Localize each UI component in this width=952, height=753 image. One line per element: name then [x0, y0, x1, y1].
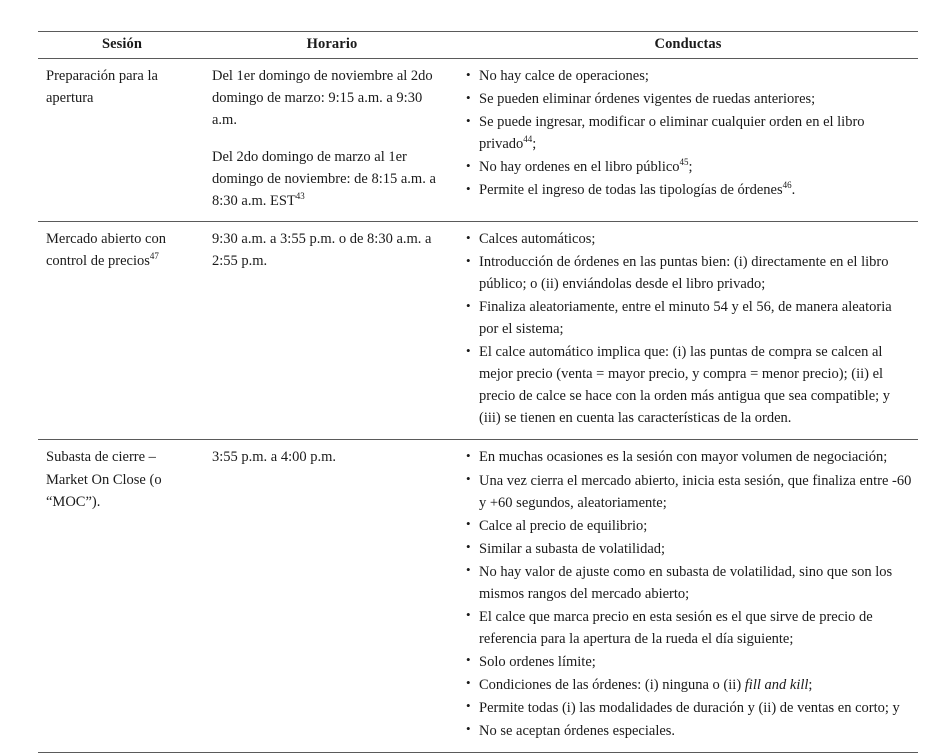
list-item-text: Se puede ingresar, modificar o eliminar cualquier orden en el libro privado: [479, 114, 865, 153]
column-header-sesion: Sesión: [38, 32, 206, 59]
list-item: [466, 446, 914, 468]
cell-conductas: [458, 440, 918, 752]
footnote-marker: 45: [679, 157, 689, 168]
list-item: [466, 720, 914, 742]
list-item: [466, 296, 914, 340]
list-item-tail: ;: [688, 159, 693, 176]
list-item-text: En muchas ocasiones es la sesión con mayor volumen de negociación;: [479, 449, 888, 466]
cell-conductas: [458, 222, 918, 440]
conductas-list: [466, 446, 914, 741]
sesion-name: Mercado abierto con control de precios: [46, 231, 166, 270]
list-item-text: Condiciones de las órdenes: (i) ninguna o (ii): [479, 676, 745, 693]
list-item-text: Similar a subasta de volatilidad;: [479, 540, 666, 557]
table-row: [38, 59, 918, 222]
list-item-text: Permite el ingreso de todas las tipologías de órdenes: [479, 182, 783, 199]
sesion-name: Subasta de cierre – Market On Close (o “MOC”).: [46, 449, 162, 510]
list-item-text: No hay valor de ajuste como en subasta de volatilidad, sino que son los mismos rangos del mercado abierto;: [479, 563, 893, 602]
list-item-tail: .: [791, 182, 796, 199]
cell-sesion: [38, 440, 206, 752]
list-item-text: Finaliza aleatoriamente, entre el minuto 54 y el 56, de manera aleatoria por el sistema;: [479, 299, 892, 338]
footnote-marker: 43: [295, 191, 305, 202]
list-item: [466, 674, 914, 696]
list-item: [466, 251, 914, 295]
conductas-list: [466, 65, 914, 201]
footnote-marker: 44: [523, 134, 533, 145]
list-item-text: No hay calce de operaciones;: [479, 68, 649, 84]
list-item: [466, 111, 914, 155]
footnote-marker: 46: [782, 180, 792, 191]
trading-sessions-table: [38, 31, 918, 753]
horario-text: Del 2do domingo de marzo al 1er domingo de noviembre: de 8:15 a.m. a 8:30 a.m. EST: [212, 149, 436, 210]
list-item-text: Una vez cierra el mercado abierto, inicia esta sesión, que finaliza entre -60 y +60 segundos, aleatoriamente;: [479, 472, 912, 511]
list-item: [466, 65, 914, 87]
list-item: [466, 606, 914, 650]
list-item: [466, 470, 914, 514]
table-body: [38, 59, 918, 753]
list-item-tail: ;: [532, 136, 537, 153]
cell-horario: [206, 440, 458, 752]
list-item: [466, 88, 914, 110]
list-item: [466, 156, 914, 178]
list-item-text: Introducción de órdenes en las puntas bien: (i) directamente en el libro público; o (ii) enviándolas desde el libro privado;: [479, 254, 889, 293]
horario-text: 3:55 p.m. a 4:00 p.m.: [212, 449, 337, 466]
list-item-text: Calce al precio de equilibrio;: [479, 517, 648, 534]
list-item-text: Se pueden eliminar órdenes vigentes de ruedas anteriores;: [479, 91, 816, 108]
list-item: [466, 179, 914, 201]
list-item-text: No hay ordenes en el libro público: [479, 159, 680, 176]
table-row: [38, 440, 918, 752]
cell-sesion: [38, 59, 206, 222]
horario-paragraph: [212, 65, 442, 131]
italic-term: fill and kill: [744, 676, 809, 693]
list-item-text: El calce que marca precio en esta sesión es el que sirve de precio de referencia para la apertura de la rueda el día siguiente;: [479, 608, 873, 647]
sesion-name: Preparación para la apertura: [46, 68, 158, 107]
table-header: [38, 32, 918, 59]
table-header-row: [38, 32, 918, 59]
list-item-tail: ;: [808, 676, 813, 693]
list-item-text: El calce automático implica que: (i) las puntas de compra se calcen al mejor precio (venta = mayor precio, y compra = menor precio); (ii) el precio de calce se hace con la orden más antigua que sea compatible; y (iii) se tienen en cuenta las características de la orden.: [479, 344, 891, 427]
list-item-text: Solo ordenes límite;: [479, 653, 596, 670]
list-item: [466, 341, 914, 429]
list-item: [466, 538, 914, 560]
column-header-horario: Horario: [206, 32, 458, 59]
cell-horario: [206, 222, 458, 440]
horario-paragraph: [212, 446, 442, 468]
list-item: [466, 697, 914, 719]
cell-horario: [206, 59, 458, 222]
table-row: [38, 222, 918, 440]
list-item: [466, 228, 914, 250]
horario-paragraph: [212, 146, 442, 212]
list-item: [466, 561, 914, 605]
horario-text: Del 1er domingo de noviembre al 2do domingo de marzo: 9:15 a.m. a 9:30 a.m.: [212, 68, 433, 129]
conductas-list: [466, 228, 914, 429]
list-item-text: No se aceptan órdenes especiales.: [479, 722, 676, 739]
list-item-text: Permite todas (i) las modalidades de duración y (ii) de ventas en corto; y: [479, 699, 900, 716]
horario-text: 9:30 a.m. a 3:55 p.m. o de 8:30 a.m. a 2:55 p.m.: [212, 231, 432, 270]
horario-paragraph: [212, 228, 442, 272]
list-item-text: Calces automáticos;: [479, 231, 596, 248]
cell-sesion: [38, 222, 206, 440]
footnote-marker: 47: [149, 251, 159, 262]
cell-conductas: [458, 59, 918, 222]
list-item: [466, 515, 914, 537]
list-item: [466, 651, 914, 673]
column-header-conductas: Conductas: [458, 32, 918, 59]
